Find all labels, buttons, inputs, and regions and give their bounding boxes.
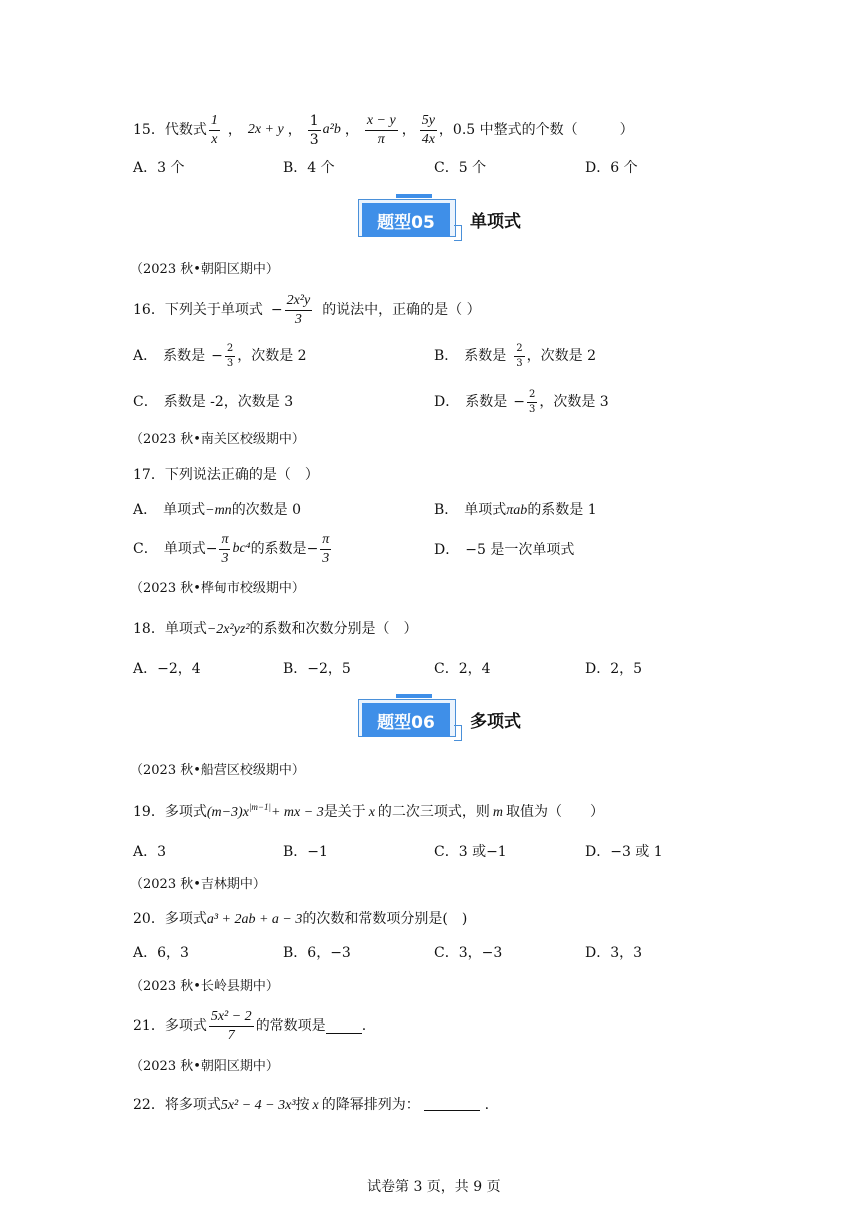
q20-option-b[interactable]: B．6，−3 xyxy=(283,945,351,961)
q15-option-b[interactable]: B．4 个 xyxy=(283,160,335,176)
q15-option-d[interactable]: D．6 个 xyxy=(585,160,638,176)
q20-option-a[interactable]: A．6，3 xyxy=(133,945,189,961)
q16-source: （2023 秋•朝阳区期中） xyxy=(130,262,279,277)
q15-stem-prefix: 代数式 xyxy=(164,122,207,138)
q22-source: （2023 秋•朝阳区期中） xyxy=(130,1059,279,1074)
q19-option-c[interactable]: C．3 或−1 xyxy=(434,844,507,860)
q17-option-a[interactable]: A． 单项式−mn的次数是 0 xyxy=(133,502,302,518)
section-06-title: 多项式 xyxy=(470,712,521,732)
q17-option-b[interactable]: B． 单项式πab的系数是 1 xyxy=(434,502,597,518)
q17-stem: 17．下列说法正确的是（ ） xyxy=(133,467,319,483)
section-05-title: 单项式 xyxy=(470,212,521,232)
q18-stem: 18．单项式−2x²yz²的系数和次数分别是（ ） xyxy=(133,621,418,637)
q22-answer-blank[interactable] xyxy=(424,1096,480,1111)
q15-option-a[interactable]: A．3 个 xyxy=(133,160,185,176)
q18-option-c[interactable]: C．2，4 xyxy=(434,661,491,677)
q22-stem: 22．将多项式5x² − 4 − 3x³按 x 的降幂排列为： . xyxy=(133,1097,490,1113)
q20-option-c[interactable]: C．3，−3 xyxy=(434,945,503,961)
q18-option-b[interactable]: B．−2，5 xyxy=(283,661,351,677)
q19-option-d[interactable]: D．−3 或 1 xyxy=(585,844,663,860)
q15-expr-3-coef: $\frac{1}{3}$ xyxy=(309,112,319,148)
q16-option-a[interactable]: A． 系数是 − $\frac{2}{3}$ ，次数是 2 xyxy=(133,342,307,369)
q18-option-d[interactable]: D．2，5 xyxy=(585,661,643,677)
q19-stem: 19．多项式$(m-3)x^{|m-1|}+$ mx − 3是关于 x 的二次三项式，则 m 取值为（ ） xyxy=(133,802,605,820)
q20-option-d[interactable]: D．3，3 xyxy=(585,945,643,961)
q15-expr-frac1: $\frac{1}{x}$ xyxy=(210,112,218,147)
q17-option-c[interactable]: C． 单项式 − $\frac{\pi}{3}$ bc⁴ 的系数是 − $\frac{\pi}{3}$ xyxy=(133,531,330,566)
q19-option-b[interactable]: B．−1 xyxy=(283,844,328,860)
q16-option-c[interactable]: C． 系数是 -2，次数是 3 xyxy=(133,394,294,410)
q20-stem: 20．多项式a³ + 2ab + a − 3的次数和常数项分别是( ) xyxy=(133,911,468,927)
q15-expr-2: 2x + y xyxy=(247,122,284,137)
q15-expr-5: $\frac{5y}{4x}$ xyxy=(421,112,435,147)
q18-option-a[interactable]: A．−2，4 xyxy=(133,661,201,677)
section-06-banner xyxy=(358,699,558,743)
q16-option-d[interactable]: D． 系数是 − $\frac{2}{3}$ ，次数是 3 xyxy=(434,388,609,415)
q18-source: （2023 秋•桦甸市校级期中） xyxy=(130,581,305,596)
page-footer: 试卷第 3 页，共 9 页 xyxy=(367,1179,501,1195)
q19-source: （2023 秋•船营区校级期中） xyxy=(130,763,305,778)
q16-monomial: $\frac{\text{2x²y}}{3}$ xyxy=(286,292,311,327)
q15-number: 15． xyxy=(133,122,165,138)
section-06-label: 题型06 xyxy=(362,703,450,737)
q17-source: （2023 秋•南关区校级期中） xyxy=(130,432,305,447)
q21-answer-blank[interactable] xyxy=(326,1019,362,1034)
q15-stem: 15． 代数式 $\frac{1}{x}$ ， 2x + y ， $\frac{1}{3}$ a²b ， $\frac{x - y}{\pi}$ ， $\frac{5y}{4x}$ ，0.5 中整式的个数（ ） xyxy=(133,112,634,148)
q15-expr-4: $\frac{x - y}{\pi}$ xyxy=(366,112,396,147)
q21-stem: 21． 多项式 $\frac{\text{5x² − 2}}{7}$ 的常数项是 . xyxy=(133,1008,367,1043)
q21-fraction: $\frac{\text{5x² − 2}}{7}$ xyxy=(210,1008,252,1043)
section-05-label: 题型05 xyxy=(362,203,450,237)
q15-expr-3-tail: a²b xyxy=(322,122,341,137)
q17-option-d[interactable]: D． −5 是一次单项式 xyxy=(434,542,575,558)
q16-stem: 16． 下列关于单项式 − $\frac{\text{2x²y}}{3}$ 的说法中，正确的是（ ） xyxy=(133,292,481,327)
q21-source: （2023 秋•长岭县期中） xyxy=(130,979,279,994)
q15-option-c[interactable]: C．5 个 xyxy=(434,160,487,176)
section-05-banner xyxy=(358,199,558,243)
q19-option-a[interactable]: A．3 xyxy=(133,844,167,860)
q20-source: （2023 秋•吉林期中） xyxy=(130,877,266,892)
q15-stem-suffix: ，0.5 中整式的个数（ ） xyxy=(438,122,634,138)
q16-option-b[interactable]: B． 系数是 $\frac{2}{3}$ ，次数是 2 xyxy=(434,342,597,369)
